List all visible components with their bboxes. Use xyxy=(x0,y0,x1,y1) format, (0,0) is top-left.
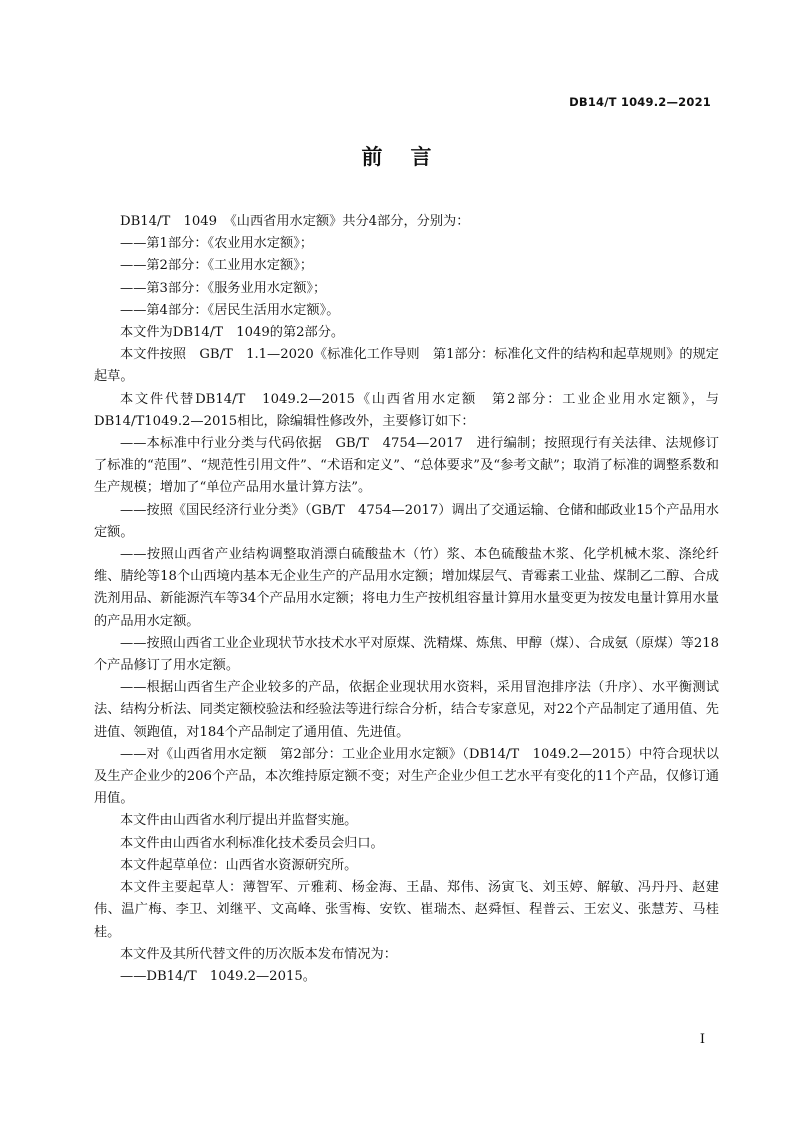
paragraph: 本文件按照 GB/T 1.1—2020《标准化工作导则 第1部分：标准化文件的结构和起草规则》的规定起草。 xyxy=(94,347,719,385)
paragraph: ——对《山西省用水定额 第2部分：工业企业用水定额》（DB14/T 1049.2—2015）中符合现状以及生产企业少的206个产品，本次维持原定额不变；对生产企业少但工艺水平有变化的11个产品，仅修订通用值。 xyxy=(94,746,719,807)
paragraph: ——按照山西省产业结构调整取消漂白硫酸盐木（竹）浆、本色硫酸盐木浆、化学机械木浆、涤纶纤维、腈纶等18个山西境内基本无企业生产的产品用水定额；增加煤层气、青霉素工业盐、煤制乙二醇、合成洗剂用品、新能源汽车等34个产品用水定额；将电力生产按机组容量计算用水量变更为按发电量计算用水量的产品用水定额。 xyxy=(94,547,719,629)
paragraph: 本文件为DB14/T 1049的第2部分。 xyxy=(120,325,345,341)
paragraph: ——根据山西省生产企业较多的产品，依据企业现状用水资料，采用冒泡排序法（升序）、水平衡测试法、结构分析法、同类定额校验法和经验法等进行综合分析，结合专家意见，对22个产品制定了通用值、先进值、领跑值，对184个产品制定了通用值、先进值。 xyxy=(94,680,719,740)
paragraph: 本文件主要起草人：薄智军、亓雅莉、杨金海、王晶、郑伟、汤寅飞、刘玉婷、解敏、冯丹丹、赵建伟、温广梅、李卫、刘继平、文高峰、张雪梅、安钦、崔瑞杰、赵舜恒、程普云、王宏义、张慧芳、马桂桂。 xyxy=(94,880,719,940)
foreword-body xyxy=(94,211,719,988)
paragraph: ——按照《国民经济行业分类》（GB/T 4754—2017）调出了交通运输、仓储和邮政业15个产品用水定额。 xyxy=(94,502,719,540)
paragraph: ——第3部分：《服务业用水定额》； xyxy=(120,280,327,296)
page-title: 前言 xyxy=(361,145,460,169)
paragraph: 本文件由山西省水利厅提出并监督实施。 xyxy=(120,813,358,829)
paragraph: ——本标准中行业分类与代码依据 GB/T 4754—2017 进行编制；按照现行有关法律、法规修订了标准的“范围”、“规范性引用文件”、“术语和定义”、“总体要求”及“参考文献”；取消了标准的调整系数和生产规模；增加了“单位产品用水量计算方法”。 xyxy=(94,436,719,496)
paragraph: 本文件起草单位：山西省水资源研究所。 xyxy=(120,857,358,873)
paragraph: ——第2部分：《工业用水定额》； xyxy=(120,258,314,274)
paragraph: 本文件由山西省水利标准化技术委员会归口。 xyxy=(120,835,384,851)
paragraph: 本文件及其所代替文件的历次版本发布情况为： xyxy=(120,946,397,962)
paragraph: DB14/T 1049 《山西省用水定额》共分4部分，分别为： xyxy=(120,214,470,229)
paragraph: 本文件代替DB14/T 1049.2—2015《山西省用水定额 第2部分：工业企业用水定额》，与DB14/T1049.2—2015相比，除编辑性修改外，主要修订如下： xyxy=(94,391,719,429)
paragraph: ——按照山西省工业企业现状节水技术水平对原煤、洗精煤、炼焦、甲醇（煤）、合成氨（原煤）等218个产品修订了用水定额。 xyxy=(94,635,719,674)
paragraph: ——第4部分：《居民生活用水定额》。 xyxy=(120,302,340,318)
page-number: I xyxy=(699,1032,705,1047)
paragraph: ——DB14/T 1049.2—2015。 xyxy=(120,968,316,984)
paragraph: ——第1部分：《农业用水定额》； xyxy=(120,236,314,252)
document-code: DB14/T 1049.2—2021 xyxy=(569,95,711,109)
